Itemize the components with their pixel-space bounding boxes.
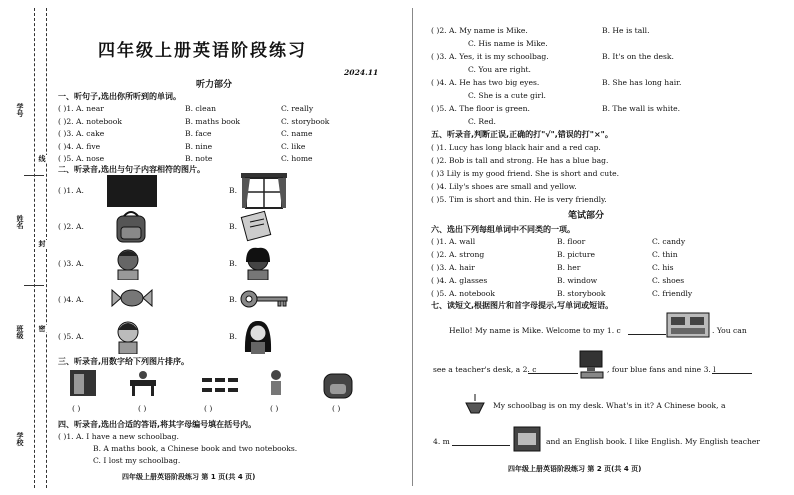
student-no-label: 学号 [16, 103, 24, 117]
sec1-row-3-c: C. name [281, 129, 313, 138]
page-divider [412, 8, 413, 486]
sec4-q1-c: C. I lost my schoolbag. [93, 456, 181, 465]
sec1-row-2-c: C. storybook [281, 116, 330, 126]
sec4-q1-a: ( )1. A. I have a new schoolbag. [58, 432, 179, 441]
sec7-heading: 七、读短文,根据图片和首字母提示,写单词或短语。 [431, 301, 614, 310]
q4-b: B. She has long hair. [602, 78, 682, 87]
right-footer: 四年级上册英语阶段练习 第 2 页(共 4 页) [508, 465, 642, 473]
sec3-blank-4[interactable]: ( ) [270, 404, 279, 413]
computer-image [578, 350, 606, 380]
sec3-blank-3[interactable]: ( ) [204, 404, 213, 413]
passage-line-2b: , four blue fans and nine 3. l [607, 365, 716, 374]
sec3-heading: 三、听录音,用数字给下列图片排序。 [58, 357, 190, 366]
q3-a: ( )3. A. Yes, it is my schoolbag. [431, 52, 549, 61]
passage-line-1a: Hello! My name is Mike. Welcome to my 1. c [449, 326, 621, 335]
school-label: 学校 [16, 432, 24, 446]
sec6-row-2-c: C. thin [652, 250, 678, 259]
sec1-row-2-b: B. maths book [185, 116, 240, 126]
sec2-heading: 二、听录音,选出与句子内容相符的图片。 [58, 165, 206, 174]
sec1-heading: 一、听句子,选出你所听到的单词。 [58, 92, 182, 101]
sec2-q1-b: B. [229, 186, 237, 195]
sec5-item-2: ( )2. Bob is tall and strong. He has a blue bag. [431, 156, 609, 165]
q3-c: C. You are right. [468, 65, 531, 74]
girl-image [240, 246, 276, 280]
sec6-row-5-a: ( )5. A. notebook [431, 289, 495, 298]
sec1-row-5-c: C. home [281, 154, 313, 163]
blackboard-image [107, 175, 157, 207]
exam-date: 2024.11 [344, 68, 379, 77]
passage-line-4a: 4. m [433, 437, 450, 446]
passage-line-1b: . You can [712, 326, 747, 335]
sec5-item-4: ( )4. Lily's shoes are small and yellow. [431, 182, 577, 191]
sec6-row-1-c: C. candy [652, 237, 686, 246]
q3-b: B. It's on the desk. [602, 52, 674, 61]
passage-line-3: My schoolbag is on my desk. What's in it? A Chinese book, a [493, 401, 726, 410]
sec6-row-4-b: B. window [557, 276, 598, 285]
sec1-row-5-b: B. note [185, 154, 213, 163]
sec1-row-1-c: C. really [281, 104, 314, 113]
sec1-row-1-b: B. clean [185, 104, 217, 113]
sec1-row-1-a: ( )1. A. near [58, 104, 104, 113]
child-image [110, 318, 146, 354]
window-image [240, 172, 288, 210]
sec1-row-2-a: ( )2. A. notebook [58, 116, 122, 126]
sec4-heading: 四、听录音,选出合适的答语,将其字母编号填在括号内。 [58, 420, 257, 429]
sec5-item-3: ( )3 Lily is my good friend. She is short and cute. [431, 169, 620, 178]
sec1-row-4-a: ( )4. A. five [58, 141, 101, 151]
sec5-item-5: ( )5. Tim is short and thin. He is very friendly. [431, 195, 607, 204]
q2-c: C. His name is Mike. [468, 39, 548, 48]
sec5-item-1: ( )1. Lucy has long black hair and a red cap. [431, 143, 601, 152]
candy-image [110, 284, 154, 312]
sec5-heading: 五、听录音,判断正误,正确的打"√",错误的打"×"。 [431, 130, 613, 139]
sec1-row-3-a: ( )3. A. cake [58, 129, 105, 138]
q4-a: ( )4. A. He has two big eyes. [431, 78, 540, 87]
sec4-q1-b: B. A maths book, a Chinese book and two notebooks. [93, 444, 298, 453]
q2-b: B. He is tall. [602, 26, 650, 35]
sec6-row-5-b: B. storybook [557, 289, 606, 298]
girl-long-hair-image [240, 318, 276, 354]
sec6-row-2-a: ( )2. A. strong [431, 250, 485, 259]
name-label: 姓名 [16, 215, 24, 229]
blank-2[interactable] [528, 373, 578, 374]
blank-4[interactable] [452, 445, 510, 446]
teacher-desk-image [128, 370, 158, 398]
sec3-blank-1[interactable]: ( ) [72, 404, 81, 413]
sec2-q5-b: B. [229, 332, 237, 341]
schoolbag-image [112, 210, 150, 244]
sec6-row-4-a: ( )4. A. glasses [431, 276, 488, 285]
maths-book-image [512, 425, 542, 453]
sec6-row-3-c: C. his [652, 263, 674, 272]
classroom-door-image [68, 368, 98, 398]
blank-1[interactable] [628, 334, 666, 335]
class-label: 班级 [16, 325, 24, 339]
sec1-row-3-b: B. face [185, 129, 212, 138]
passage-line-2a: see a teacher's desk, a 2. c [433, 365, 537, 374]
light-image [462, 393, 488, 417]
sec2-q4: ( )4. A. [58, 295, 84, 304]
sec3-blank-2[interactable]: ( ) [138, 404, 147, 413]
sec2-q2: ( )2. A. [58, 222, 84, 231]
sec2-q1: ( )1. A. [58, 186, 84, 195]
sec6-row-4-c: C. shoes [652, 276, 685, 285]
bag-image [320, 366, 356, 400]
sec6-row-5-c: C. friendly [652, 289, 693, 298]
page-title: 四年级上册英语阶段练习 [98, 41, 307, 61]
q4-c: C. She is a cute girl. [468, 91, 546, 100]
desks-image [200, 370, 240, 398]
seal-char-3: 密 [38, 325, 46, 332]
boy-image [110, 246, 146, 280]
listening-heading: 听力部分 [196, 80, 233, 90]
q5-b: B. The wall is white. [602, 104, 681, 113]
sec2-q5: ( )5. A. [58, 332, 84, 341]
classroom-image [666, 312, 710, 338]
passage-line-4b: and an English book. I like English. My English teacher [546, 437, 761, 446]
sec3-blank-5[interactable]: ( ) [332, 404, 341, 413]
sec6-row-2-b: B. picture [557, 250, 596, 259]
sec6-row-1-a: ( )1. A. wall [431, 237, 476, 246]
sec6-row-1-b: B. floor [557, 237, 586, 246]
q5-a: ( )5. A. The floor is green. [431, 104, 530, 113]
sec1-row-4-c: C. like [281, 141, 306, 151]
sec2-q3: ( )3. A. [58, 259, 84, 268]
sec2-q4-b: B. [229, 295, 237, 304]
left-footer: 四年级上册英语阶段练习 第 1 页(共 4 页) [122, 473, 256, 481]
seal-char-2: 封 [38, 240, 46, 247]
sec1-row-4-b: B. nine [185, 141, 213, 151]
sec2-q2-b: B. [229, 222, 237, 231]
binding-line-inner [46, 8, 47, 488]
sec6-heading: 六、选出下列每组单词中不同类的一项。 [431, 225, 575, 234]
seal-char-1: 线 [38, 155, 46, 162]
sec1-row-5-a: ( )5. A. nose [58, 154, 105, 163]
binding-line-outer [34, 8, 35, 488]
q5-c: C. Red. [468, 117, 496, 126]
sec2-q3-b: B. [229, 259, 237, 268]
person-image [264, 368, 288, 398]
writing-heading: 笔试部分 [568, 211, 605, 221]
notebook-image [240, 210, 276, 242]
blank-3[interactable] [712, 373, 752, 374]
sec6-row-3-a: ( )3. A. hair [431, 263, 475, 272]
q2-a: ( )2. A. My name is Mike. [431, 26, 528, 35]
key-image [240, 288, 290, 310]
sec6-row-3-b: B. her [557, 263, 581, 272]
